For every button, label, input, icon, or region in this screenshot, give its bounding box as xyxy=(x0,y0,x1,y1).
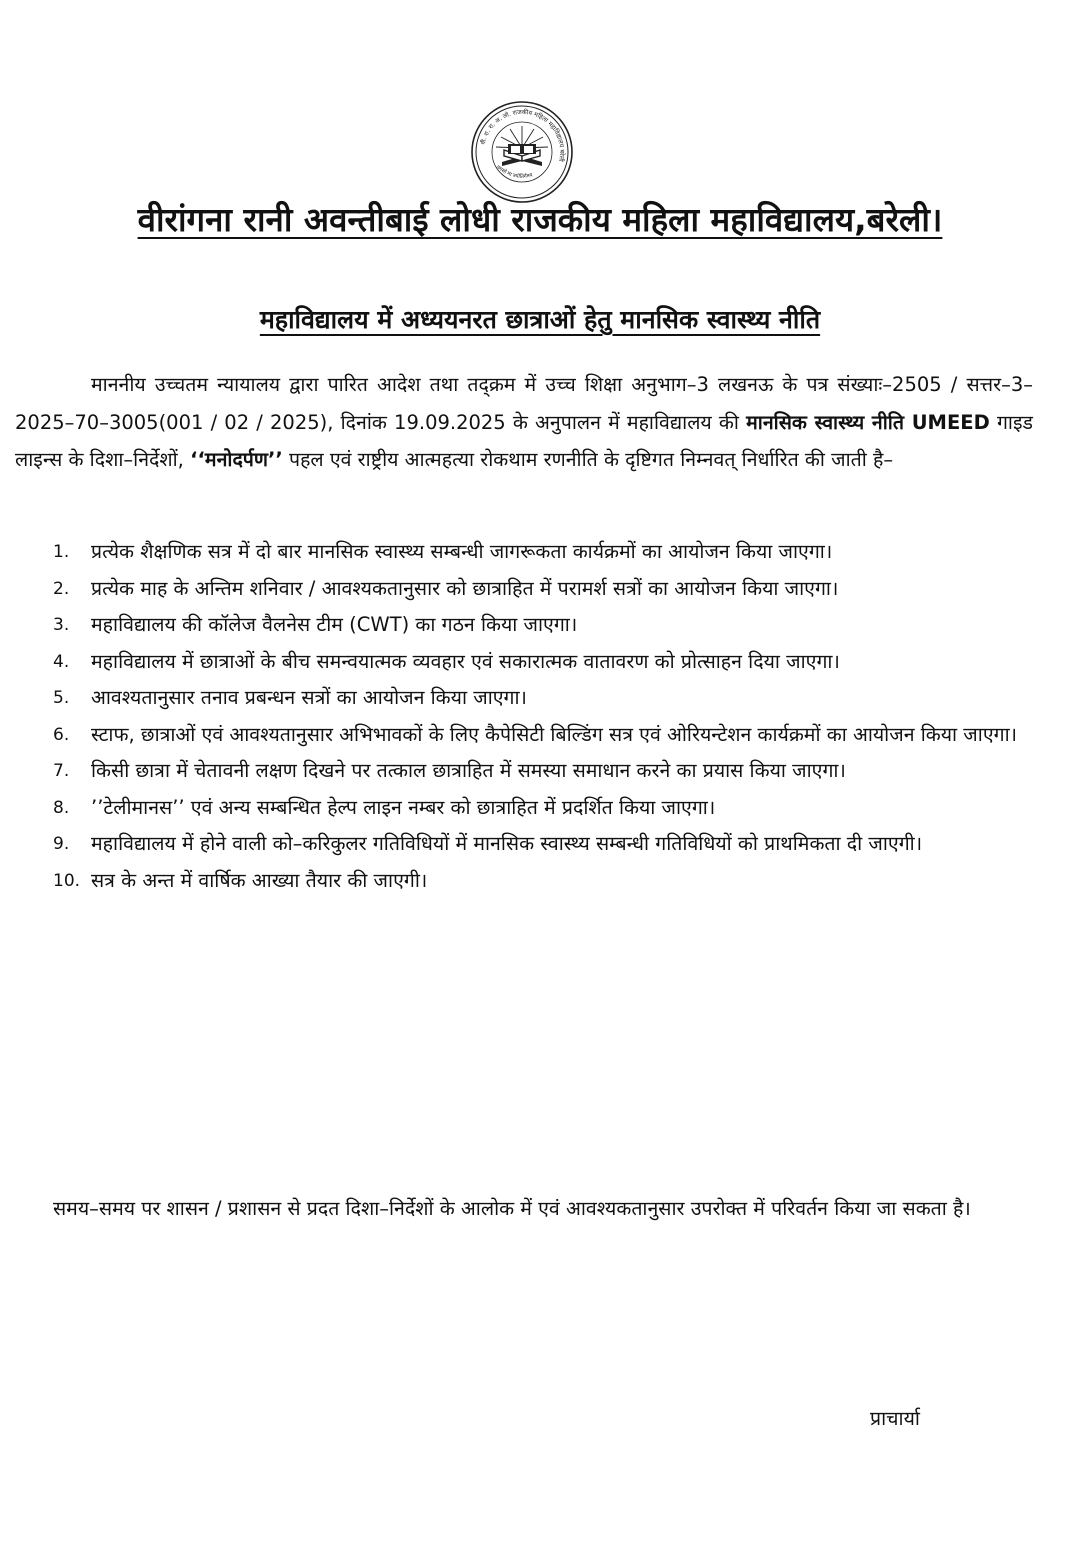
policy-title-heading xyxy=(20,300,1060,340)
college-name-heading xyxy=(20,196,1060,244)
intro-part-3: पहल एवं राष्ट्रीय आत्महत्या रोकथाम रणनीति के दृष्टिगत निम्नवत् निर्धारित की जाती है– xyxy=(282,448,894,471)
point-text: स्टाफ, छात्राओं एवं आवश्यतानुसार अभिभावकों के लिए कैपेसिटी बिल्डिंग सत्र एवं ओरियन्टेशन कार्यक्रमों का आयोजन किया जाएगा। xyxy=(91,722,1018,746)
closing-paragraph: समय–समय पर शासन / प्रशासन से प्रदत दिशा–निर्देशों के आलोक में एवं आवश्यकतानुसार उपरोक्त में परिवर्तन किया जा सकता है। xyxy=(53,1197,971,1220)
point-text: प्रत्येक शैक्षणिक सत्र में दो बार मानसिक स्वास्थ्य सम्बन्धी जागरूकता कार्यक्रमों का आयोजन किया जाएगा। xyxy=(91,540,833,563)
policy-point xyxy=(15,571,1033,608)
point-number: 5. xyxy=(53,688,70,708)
point-number: 6. xyxy=(53,724,70,745)
college-name-text: वीरांगना रानी अवन्तीबाई लोधी राजकीय महिला महाविद्यालय,बरेली। xyxy=(137,200,943,239)
point-text: आवश्यतानुसार तनाव प्रबन्धन सत्रों का आयोजन किया जाएगा। xyxy=(91,686,527,709)
policy-point xyxy=(15,863,1033,900)
svg-text:तमसो मा ज्योतिर्गमय xyxy=(495,164,534,180)
policy-points-list xyxy=(15,534,1033,899)
emblem-motto-text: तमसो मा ज्योतिर्गमय xyxy=(494,164,534,181)
policy-point xyxy=(15,826,1033,863)
point-text: ’’टेलीमानस’’ एवं अन्य सम्बन्धित हेल्प लाइन नम्बर को छात्राहित में प्रदर्शित किया जाएगा। xyxy=(91,795,716,819)
point-number: 9. xyxy=(53,834,70,854)
policy-point xyxy=(15,644,1033,681)
point-number: 4. xyxy=(53,651,70,672)
point-number: 2. xyxy=(53,578,70,599)
point-number: 3. xyxy=(53,615,70,635)
signature-principal: प्राचार्या xyxy=(870,1407,920,1430)
point-text: महाविद्यालय में छात्राओं के बीच समन्वयात्मक व्यवहार एवं सकारात्मक वातावरण को प्रोत्साहन दिया जाएगा। xyxy=(91,649,840,673)
intro-bold-umeed: मानसिक स्वास्थ्य नीति UMEED xyxy=(746,410,990,434)
intro-bold-manodarpan: ‘‘मनोदर्पण’’ xyxy=(190,448,283,471)
policy-point xyxy=(15,680,1033,717)
policy-point xyxy=(15,753,1033,790)
policy-point xyxy=(15,717,1033,754)
point-text: प्रत्येक माह के अन्तिम शनिवार / आवश्यकतानुसार को छात्राहित में परामर्श सत्रों का आयोजन किया जाएगा। xyxy=(91,576,839,600)
intro-part-2: गाइड लाइन्स के दिशा–निर्देशों, xyxy=(15,410,1033,471)
policy-point xyxy=(15,790,1033,827)
policy-point xyxy=(15,607,1033,644)
point-text: महाविद्यालय में होने वाली को–करिकुलर गतिविधियों में मानसिक स्वास्थ्य सम्बन्धी गतिविधियों को प्राथमिकता दी जाएगी। xyxy=(91,832,923,855)
intro-paragraph xyxy=(15,366,1033,479)
point-number: 7. xyxy=(53,761,70,781)
point-text: सत्र के अन्त में वार्षिक आख्या तैयार की जाएगी। xyxy=(91,868,428,892)
college-emblem-icon xyxy=(470,100,574,204)
point-number: 1. xyxy=(53,542,70,562)
emblem-ring-text: वी. रा. रा. अ. लो. राजकीय महिला महाविद्यालय बरेली xyxy=(479,108,566,163)
policy-point xyxy=(15,534,1033,571)
point-number: 10. xyxy=(53,870,81,891)
policy-title-text: महाविद्यालय में अध्ययनरत छात्राओं हेतु मानसिक स्वास्थ्य नीति xyxy=(259,305,821,334)
point-text: महाविद्यालय की कॉलेज वैलनेस टीम (CWT) का गठन किया जाएगा। xyxy=(91,613,578,636)
point-number: 8. xyxy=(53,797,70,818)
point-text: किसी छात्रा में चेतावनी लक्षण दिखने पर तत्काल छात्राहित में समस्या समाधान करने का प्रयास किया जाएगा। xyxy=(91,759,846,782)
intro-part-1: माननीय उच्चतम न्यायालय द्वारा पारित आदेश तथा तद्क्रम में उच्च शिक्षा अनुभाग–3 लखनऊ के पत्र संख्याः–2505 / सत्तर–3–2025–70–3005(001 / 02 / 2025), दिनांक 19.09.2025 के अनुपालन में महाविद्यालय की xyxy=(15,373,1033,434)
